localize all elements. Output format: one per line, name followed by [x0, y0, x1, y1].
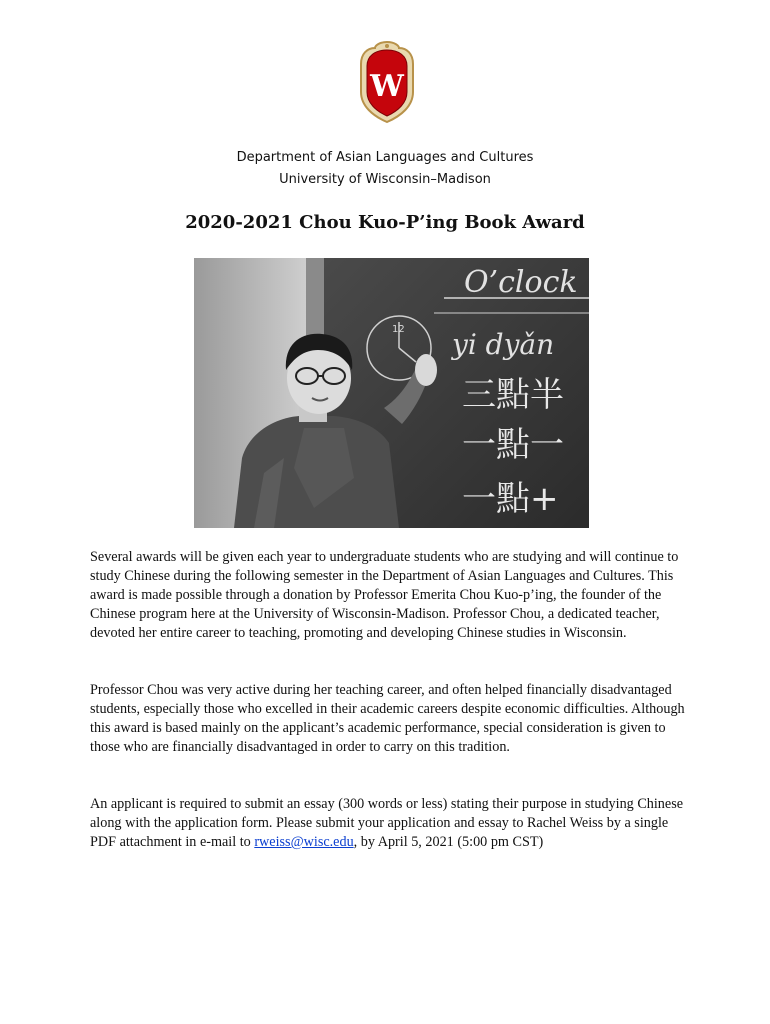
teacher-chalkboard-photo — [194, 258, 589, 528]
university-name: University of Wisconsin–Madison — [279, 172, 491, 187]
crest-letter: W — [370, 69, 404, 104]
chalk-sandianban: 三點半 — [462, 375, 564, 415]
page-title: 2020-2021 Chou Kuo-P’ing Book Award — [185, 212, 585, 233]
chalk-yidianyi: 一點一 — [462, 425, 564, 465]
chalk-yidyan: yi dyǎn — [452, 328, 555, 361]
paragraph-award-description: Several awards will be given each year to undergraduate students who are studying and will continue to study Chinese during the following semester in the Department of Asian Languages and Cultures. This award is made possible through a donation by Professor Emerita Chou Kuo-p’ing, the founder of the Chinese program here at the University of Wisconsin-Madison. Professor Chou, a dedicated teacher, devoted her entire career to teaching, promoting and developing Chinese studies in Wisconsin. — [90, 549, 679, 641]
department-name: Department of Asian Languages and Cultures — [236, 150, 534, 165]
uw-crest-icon — [355, 40, 419, 124]
instructions-text: An applicant is required to submit an essay (300 words or less) stating their purpose in studying Chinese along with the application form. Please submit your application and essay to Rachel Weiss by a single PDF attachment in e-mail to — [90, 796, 684, 850]
clock-number: 12 — [392, 324, 405, 335]
email-link[interactable]: rweiss@wisc.edu — [254, 834, 354, 850]
chalk-oclock: O’clock — [464, 265, 578, 300]
deadline-text: , by April 5, 2021 (5:00 pm CST) — [353, 834, 544, 850]
chalk-yidianplus: 一點+ — [462, 479, 559, 519]
paragraph-application-instructions — [90, 795, 690, 852]
paragraph-professor-chou: Professor Chou was very active during her teaching career, and often helped financially disadvantaged students, especially those who excelled in their academic careers despite economic difficulties. Although this award is based mainly on the applicant’s academic performance, special consideration is given to those who are financially disadvantaged in order to carry on this tradition. — [90, 682, 685, 755]
